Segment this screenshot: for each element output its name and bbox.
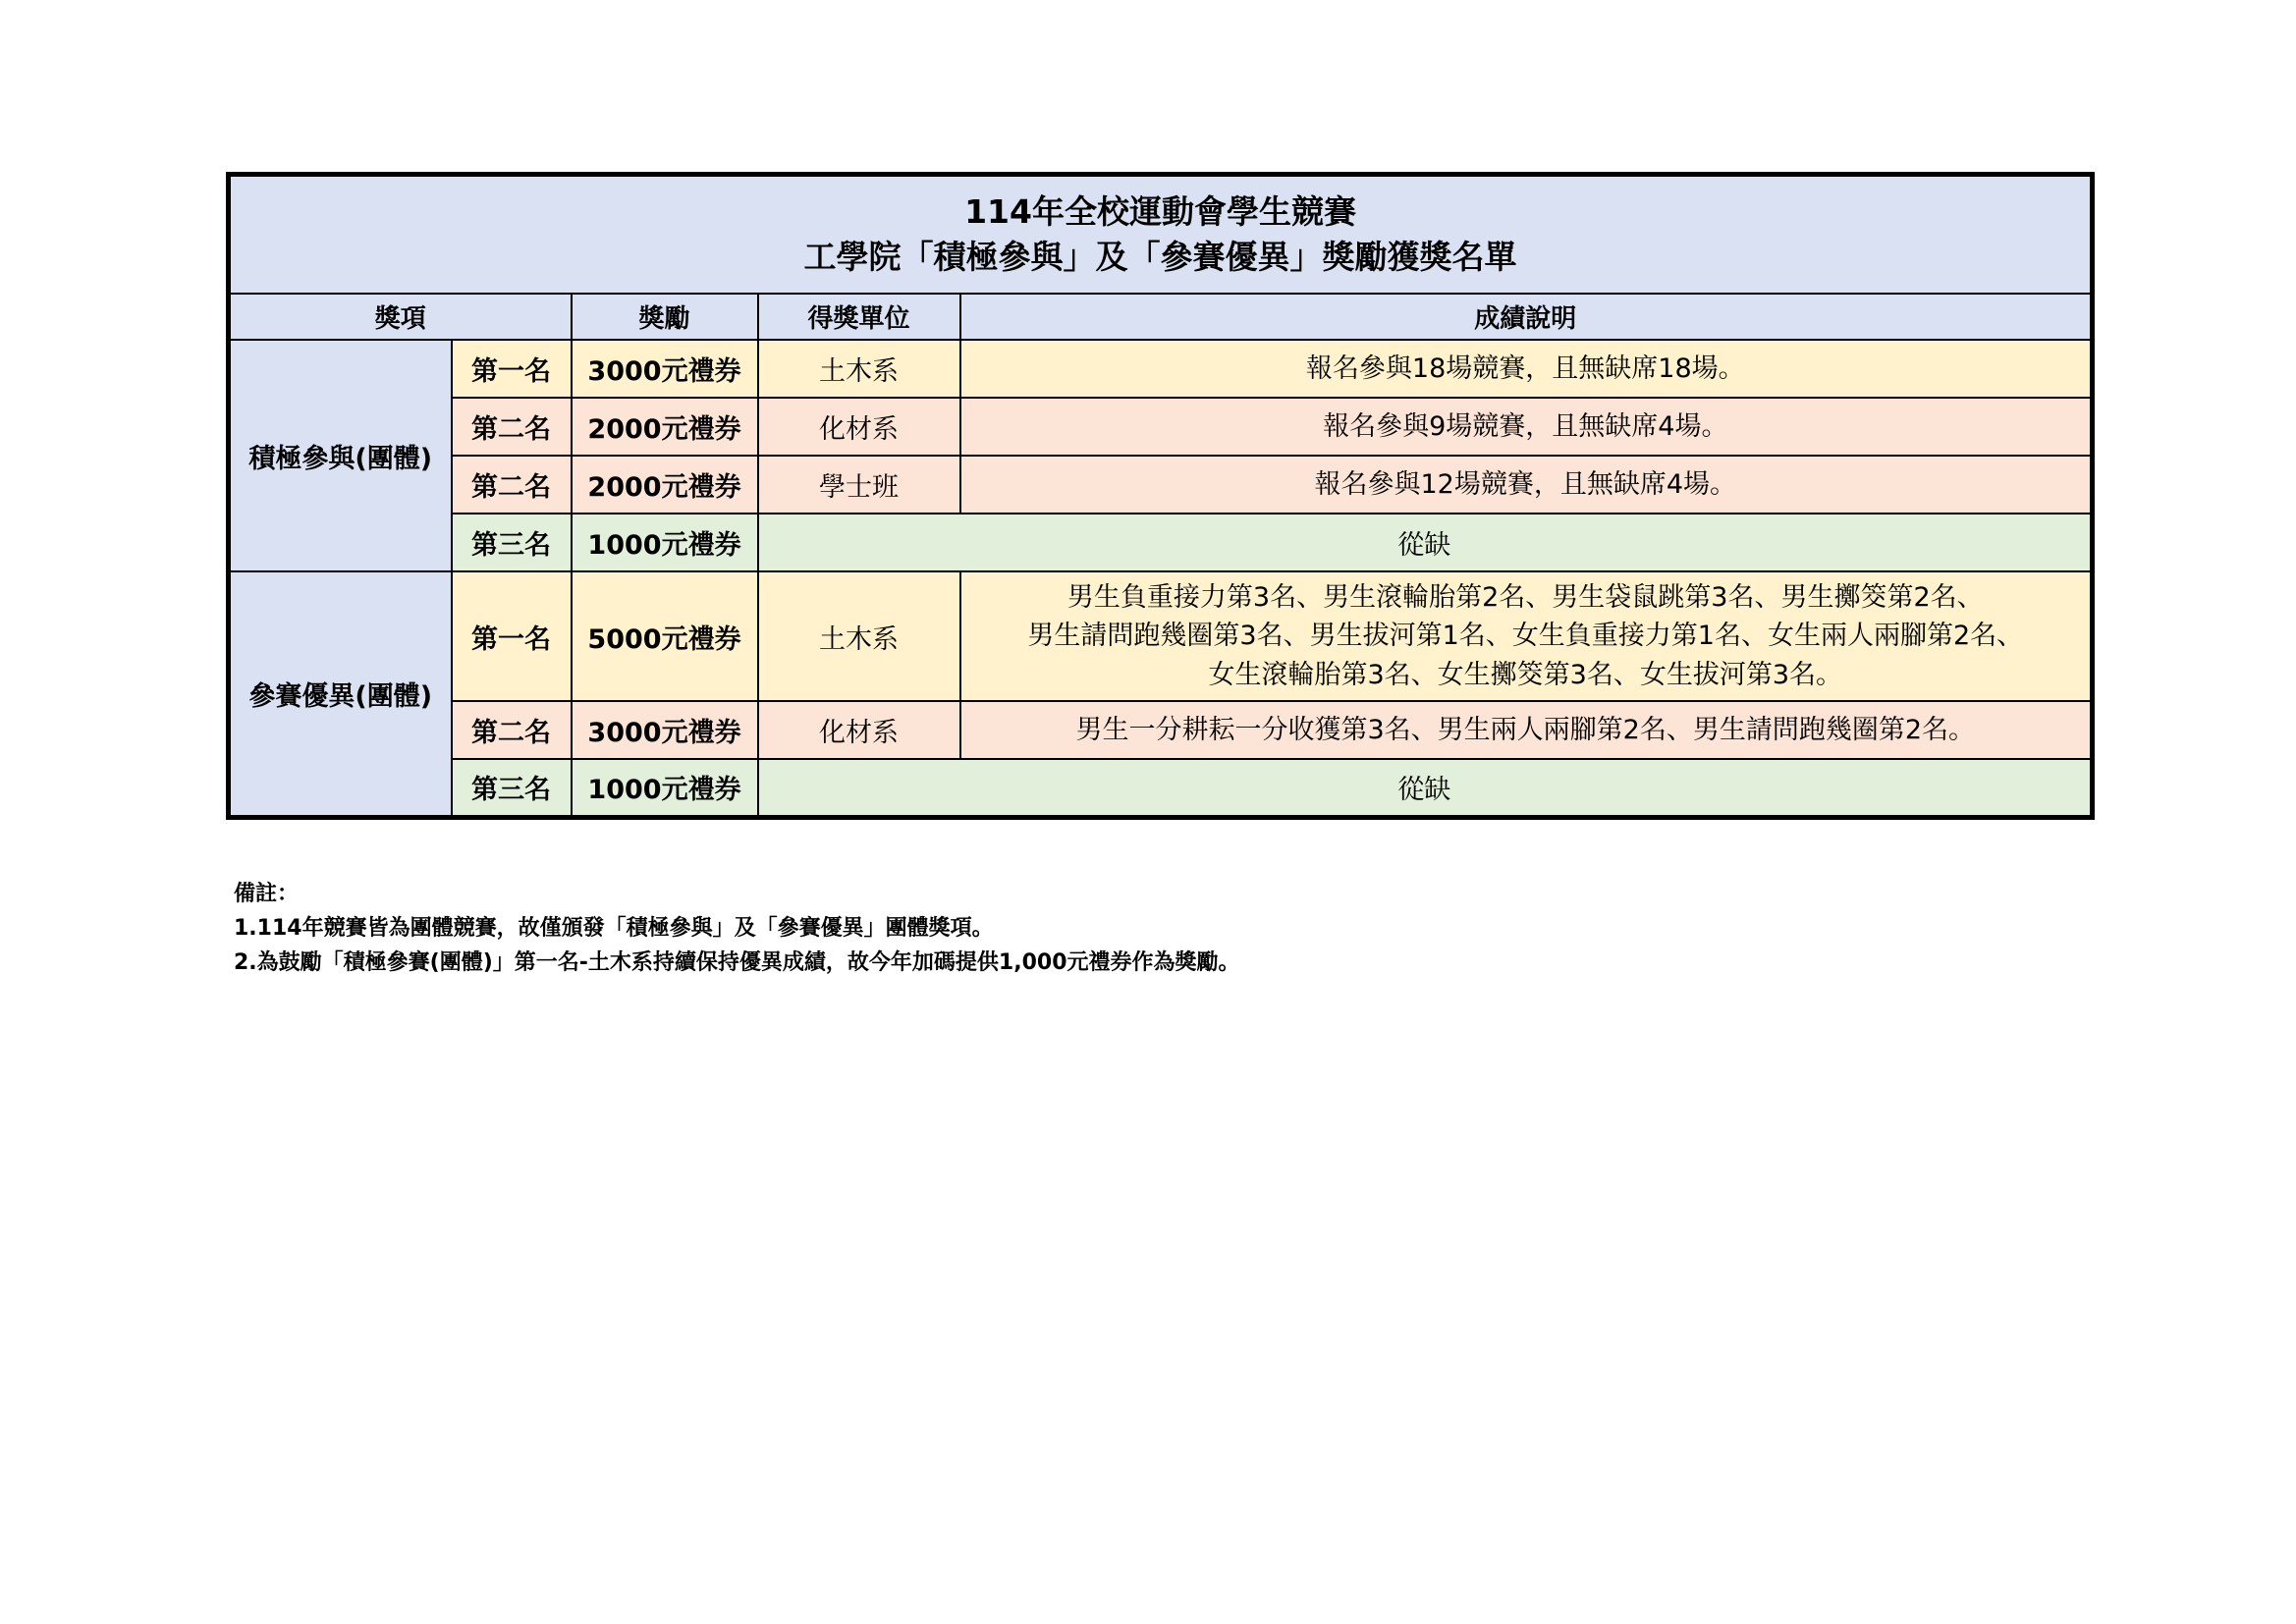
rank-cell: 第二名 [452,398,572,456]
notes-section [234,877,1240,980]
description-line: 男生負重接力第3名、男生滾輪胎第2名、男生袋鼠跳第3名、男生擲筊第2名、 [1066,582,1984,614]
unit-cell: 土木系 [758,340,960,398]
description-line: 女生滾輪胎第3名、女生擲筊第3名、女生拔河第3名。 [1208,659,1843,690]
unit-cell: 土木系 [758,571,960,701]
description-line: 男生請問跑幾圈第3名、男生拔河第1名、女生負重接力第1名、女生兩人兩腳第2名、 [1027,621,2024,652]
award-table [226,172,2095,820]
reward-cell: 3000元禮券 [572,701,758,759]
reward-cell: 1000元禮券 [572,759,758,817]
description-cell: 男生一分耕耘一分收獲第3名、男生兩人兩腳第2名、男生請問跑幾圈第2名。 [960,701,2093,759]
table-row [229,759,2093,817]
title-line-2: 工學院「積極參與」及「參賽優異」獎勵獲獎名單 [803,238,1517,276]
header-reward: 獎勵 [572,294,758,340]
unit-cell: 化材系 [758,398,960,456]
table-row [229,514,2093,571]
unit-cell: 化材系 [758,701,960,759]
rank-cell: 第三名 [452,514,572,571]
rank-cell: 第三名 [452,759,572,817]
table-title [229,175,2093,295]
reward-cell: 5000元禮券 [572,571,758,701]
notes-heading: 備註： [234,882,300,906]
category-cell: 參賽優異(團體) [229,571,452,817]
table-row [229,456,2093,514]
rank-cell: 第二名 [452,701,572,759]
table-row [229,398,2093,456]
description-cell: 報名參與12場競賽，且無缺席4場。 [960,456,2093,514]
header-award-item: 獎項 [229,294,572,340]
title-line-1: 114年全校運動會學生競賽 [964,191,1356,231]
reward-cell: 2000元禮券 [572,456,758,514]
note-item: 2.為鼓勵「積極參賽(團體)」第一名-土木系持續保持優異成績，故今年加碼提供1,000元禮券作為獎勵。 [234,950,1240,975]
vacant-cell: 從缺 [758,759,2093,817]
rank-cell: 第一名 [452,571,572,701]
description-cell: 報名參與9場競賽，且無缺席4場。 [960,398,2093,456]
description-cell [960,571,2093,701]
rank-cell: 第二名 [452,456,572,514]
table-row [229,571,2093,701]
table-row [229,340,2093,398]
reward-cell: 1000元禮券 [572,514,758,571]
unit-cell: 學士班 [758,456,960,514]
description-cell: 報名參與18場競賽，且無缺席18場。 [960,340,2093,398]
header-row [229,294,2093,340]
category-cell: 積極參與(團體) [229,340,452,571]
table-row [229,701,2093,759]
header-unit: 得獎單位 [758,294,960,340]
reward-cell: 2000元禮券 [572,398,758,456]
note-item: 1.114年競賽皆為團體競賽，故僅頒發「積極參與」及「參賽優異」團體獎項。 [234,916,994,941]
rank-cell: 第一名 [452,340,572,398]
header-description: 成績說明 [960,294,2093,340]
vacant-cell: 從缺 [758,514,2093,571]
reward-cell: 3000元禮券 [572,340,758,398]
